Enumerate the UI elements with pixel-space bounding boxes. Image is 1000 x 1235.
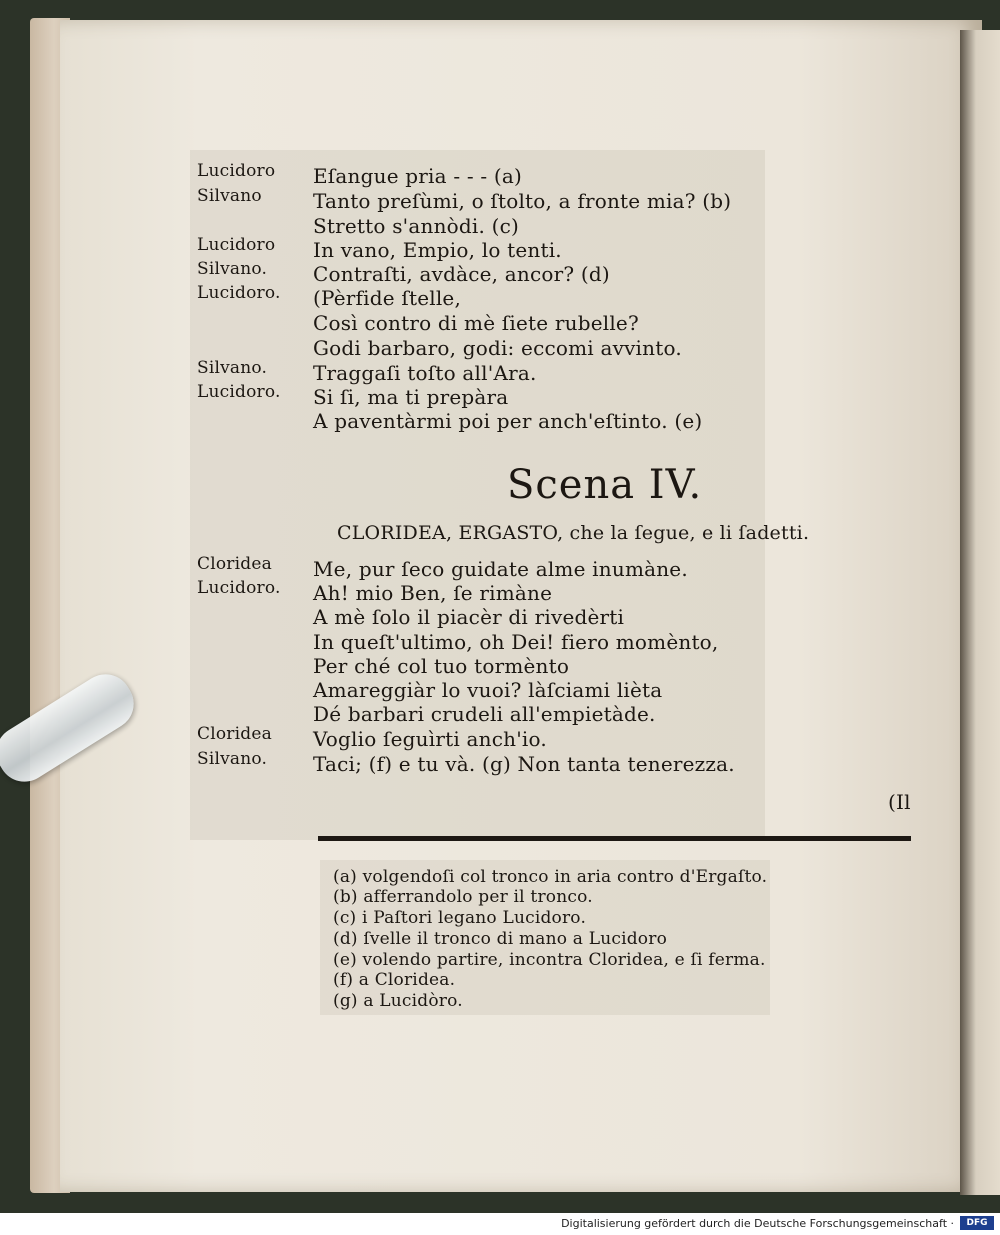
attribution-text: Digitalisierung gefördert durch die Deutsche Forschungsgemeinschaft · (561, 1217, 954, 1230)
footnote: (f) a Cloridea. (333, 970, 456, 990)
speaker-name: Cloridea (197, 554, 272, 574)
speaker-name: Lucidoro. (197, 283, 281, 303)
speaker-name: Lucidoro. (197, 578, 281, 598)
verse-line: Ah! mio Ben, ſe rimàne (313, 581, 553, 605)
footnote: (e) volendo partire, incontra Cloridea, e ſi ferma. (333, 950, 766, 970)
verse-line: Per ché col tuo tormènto (313, 654, 570, 678)
verse-line: Eſangue pria - - - (a) (313, 164, 522, 188)
footnote: (d) ſvelle il tronco di mano a Lucidoro (333, 929, 668, 949)
verse-line: Amareggiàr lo vuoi? làſciami lièta (313, 678, 663, 702)
verse-line: A paventàrmi poi per anch'eſtinto. (e) (313, 409, 703, 433)
dfg-logo-icon: DFG (960, 1216, 994, 1230)
verse-line: Dé barbari crudeli all'empietàde. (313, 702, 656, 726)
footnote: (g) a Lucidòro. (333, 991, 463, 1011)
speaker-name: Lucidoro. (197, 382, 281, 402)
speaker-name: Lucidoro (197, 161, 276, 181)
verse-line: Traggaſi toſto all'Ara. (313, 361, 537, 385)
verse-line: Tanto preſùmi, o ſtolto, a fronte mia? (b) (313, 189, 732, 213)
footnote: (c) i Paſtori legano Lucidoro. (333, 908, 587, 928)
footnote-rule (318, 836, 911, 841)
speaker-name: Silvano (197, 186, 262, 206)
verse-line: Così contro di mè ſiete rubelle? (313, 311, 639, 335)
verse-line: Godi barbaro, godi: eccomi avvinto. (313, 336, 682, 360)
scene-cast-line: CLORIDEA, ERGASTO, che la ſegue, e li ſadetti. (337, 522, 810, 544)
catchword: (Il (888, 790, 911, 814)
book-gutter (960, 30, 1000, 1195)
verse-line: In vano, Empio, lo tenti. (313, 238, 562, 262)
verse-line: Contraſti, avdàce, ancor? (d) (313, 262, 610, 286)
footnote: (a) volgendoſi col tronco in aria contro d'Ergaſto. (333, 867, 768, 887)
verse-line: Si ſi, ma ti prepàra (313, 385, 509, 409)
verse-line: In queſt'ultimo, oh Dei! fiero momènto, (313, 630, 719, 654)
verse-line: Me, pur ſeco guidate alme inumàne. (313, 557, 688, 581)
speaker-name: Silvano. (197, 358, 268, 378)
speaker-name: Silvano. (197, 749, 268, 769)
speaker-name: Lucidoro (197, 235, 276, 255)
scene-title: Scena IV. (507, 462, 703, 508)
verse-line: A mè ſolo il piacèr di rivedèrti (313, 605, 625, 629)
verse-line: Taci; (f) e tu và. (g) Non tanta tenerezza. (313, 752, 735, 776)
verse-line: Stretto s'annòdi. (c) (313, 214, 520, 238)
verse-line: Voglio ſeguìrti anch'io. (313, 727, 547, 751)
verse-line: (Pèrfide ſtelle, (313, 286, 462, 310)
speaker-name: Silvano. (197, 259, 268, 279)
footnote: (b) afferrandolo per il tronco. (333, 887, 593, 907)
speaker-name: Cloridea (197, 724, 272, 744)
